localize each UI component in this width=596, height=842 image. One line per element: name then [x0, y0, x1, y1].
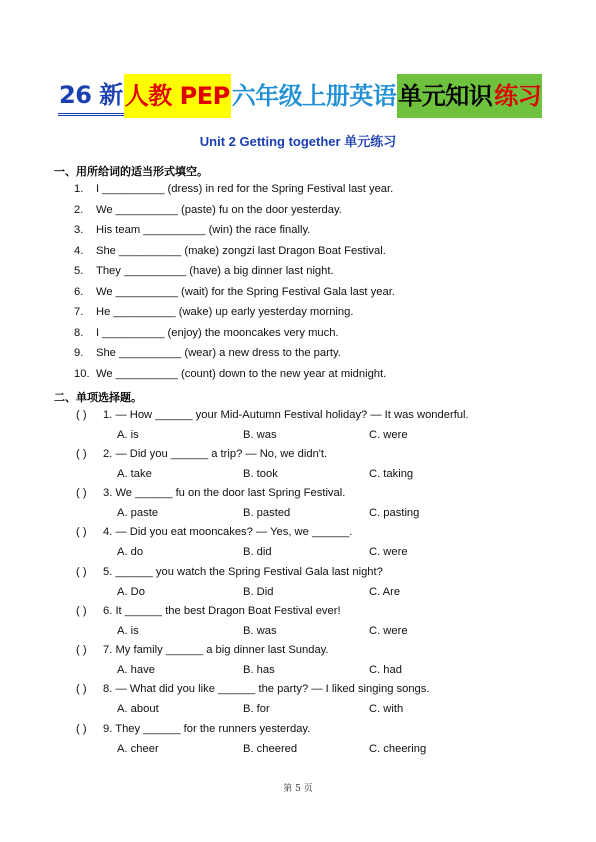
answer-bracket: ( ) [76, 409, 87, 421]
answer-bracket: ( ) [76, 566, 87, 578]
section1-title: 一、用所给词的适当形式填空。 [54, 165, 208, 178]
option-a: A. take [117, 468, 152, 480]
option-c: C. taking [369, 468, 414, 480]
banner-unit-knowledge: 单元知识 [397, 74, 493, 118]
question-text: 1. — How ______ your Mid-Autumn Festival holiday? — It was wonderful. [103, 409, 469, 421]
option-b: B. was [243, 625, 277, 637]
option-a: A. do [117, 546, 144, 558]
fill-blank-item: They __________ (have) a big dinner last night. [96, 265, 334, 277]
option-a: A. is [117, 429, 139, 441]
option-c: C. were [369, 625, 408, 637]
banner-grade-year: 26 新 [58, 77, 124, 116]
option-b: B. pasted [243, 507, 291, 519]
option-a: A. about [117, 703, 159, 715]
banner-publisher: 人教 PEP [124, 74, 231, 118]
option-a: A. have [117, 664, 155, 676]
item-number: 10. [74, 368, 90, 380]
option-b: B. did [243, 546, 272, 558]
option-b: B. Did [243, 586, 274, 598]
option-c: C. had [369, 664, 402, 676]
option-c: C. with [369, 703, 404, 715]
section2-title: 二、单项选择题。 [54, 391, 142, 404]
item-number: 5. [74, 265, 84, 277]
option-c: C. were [369, 429, 408, 441]
option-c: C. pasting [369, 507, 420, 519]
item-number: 8. [74, 327, 84, 339]
option-b: B. cheered [243, 743, 298, 755]
option-c: C. Are [369, 586, 401, 598]
question-text: 3. We ______ fu on the door last Spring Festival. [103, 487, 346, 499]
banner-course: 六年级上册英语 [231, 82, 397, 110]
fill-blank-item: He __________ (wake) up early yesterday morning. [96, 306, 354, 318]
option-c: C. were [369, 546, 408, 558]
option-b: B. has [243, 664, 275, 676]
item-number: 4. [74, 245, 84, 257]
question-text: 9. They ______ for the runners yesterday. [103, 723, 311, 735]
banner-practice: 练习 [493, 74, 542, 118]
option-b: B. was [243, 429, 277, 441]
item-number: 3. [74, 224, 84, 236]
page-number: 第 5 页 [283, 784, 313, 794]
question-text: 5. ______ you watch the Spring Festival Gala last night? [103, 566, 383, 578]
option-a: A. is [117, 625, 139, 637]
item-number: 7. [74, 306, 84, 318]
fill-blank-item: We __________ (wait) for the Spring Festival Gala last year. [96, 286, 395, 298]
page-subtitle: Unit 2 Getting together 单元练习 [199, 134, 397, 149]
option-c: C. cheering [369, 743, 427, 755]
fill-blank-item: We __________ (count) down to the new year at midnight. [96, 368, 387, 380]
item-number: 1. [74, 183, 84, 195]
fill-blank-item: We __________ (paste) fu on the door yesterday. [96, 204, 342, 216]
page-banner [58, 74, 542, 118]
answer-bracket: ( ) [76, 448, 87, 460]
question-text: 4. — Did you eat mooncakes? — Yes, we ______. [103, 526, 353, 538]
answer-bracket: ( ) [76, 605, 87, 617]
answer-bracket: ( ) [76, 487, 87, 499]
fill-blank-item: I __________ (enjoy) the mooncakes very much. [96, 327, 339, 339]
question-text: 7. My family ______ a big dinner last Sunday. [103, 644, 329, 656]
question-text: 2. — Did you ______ a trip? — No, we didn't. [103, 448, 328, 460]
option-a: A. paste [117, 507, 159, 519]
item-number: 6. [74, 286, 84, 298]
option-b: B. for [243, 703, 270, 715]
question-text: 8. — What did you like ______ the party? — I liked singing songs. [103, 683, 430, 695]
answer-bracket: ( ) [76, 683, 87, 695]
option-b: B. took [243, 468, 278, 480]
answer-bracket: ( ) [76, 526, 87, 538]
option-a: A. cheer [117, 743, 159, 755]
item-number: 2. [74, 204, 84, 216]
answer-bracket: ( ) [76, 644, 87, 656]
question-text: 6. It ______ the best Dragon Boat Festival ever! [103, 605, 341, 617]
item-number: 9. [74, 347, 84, 359]
fill-blank-item: I __________ (dress) in red for the Spring Festival last year. [96, 183, 394, 195]
fill-blank-item: She __________ (make) zongzi last Dragon Boat Festival. [96, 245, 386, 257]
answer-bracket: ( ) [76, 723, 87, 735]
fill-blank-item: She __________ (wear) a new dress to the party. [96, 347, 341, 359]
option-a: A. Do [117, 586, 145, 598]
fill-blank-item: His team __________ (win) the race finally. [96, 224, 311, 236]
